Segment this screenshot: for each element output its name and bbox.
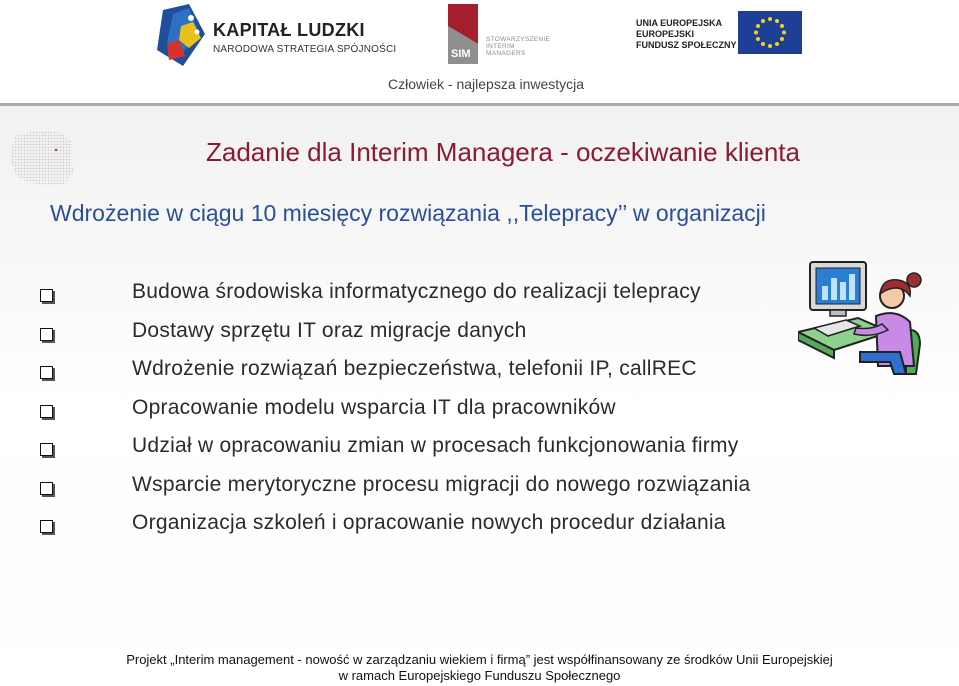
eu-line-1: UNIA EUROPEJSKA — [636, 18, 723, 28]
list-item-text: Wsparcie merytoryczne procesu migracji do nowego rozwiązania — [132, 472, 751, 496]
list-item-text: Budowa środowiska informatycznego do realizacji telepracy — [132, 280, 701, 303]
footer-line-1: Projekt „Interim management - nowość w zarządzaniu wiekiem i firmą” jest współfinansowany ze środków Unii Europejskiej — [126, 652, 833, 667]
list-item-text: Udział w opracowaniu zmian w procesach funkcjonowania firmy — [132, 434, 739, 457]
slide-title: Zadanie dla Interim Managera - oczekiwanie klienta — [206, 137, 800, 167]
sim-letters: SIM — [451, 48, 471, 60]
header-bar — [0, 0, 959, 108]
woman-at-computer-icon — [798, 252, 928, 382]
eu-text-block — [636, 18, 737, 51]
sim-line-2: INTERIM — [486, 43, 515, 50]
checkbox-icon — [40, 520, 53, 533]
checkbox-icon — [40, 289, 53, 302]
sim-line-3: MANAGERS — [486, 50, 526, 57]
eu-line-3: FUNDUSZ SPOŁECZNY — [636, 40, 737, 50]
checkbox-icon — [40, 443, 53, 456]
checkbox-icon — [40, 328, 53, 341]
checkbox-icon — [40, 405, 53, 418]
footer-line-2: w ramach Europejskiego Funduszu Społecznego — [338, 668, 621, 683]
kapital-ludzki-title: KAPITAŁ LUDZKI — [213, 20, 365, 40]
list-item-text: Organizacja szkoleń i opracowanie nowych procedur działania — [132, 511, 726, 534]
list-item-text: Dostawy sprzętu IT oraz migracje danych — [132, 318, 527, 342]
sim-line-1: STOWARZYSZENIE — [486, 36, 551, 43]
poland-map-icon — [8, 128, 76, 188]
slogan: Człowiek - najlepsza inwestycja — [388, 76, 585, 92]
list-item-text: Wdrożenie rozwiązań bezpieczeństwa, telefonii IP, callREC — [132, 357, 697, 380]
checkbox-icon — [40, 482, 53, 495]
sim-association-name — [486, 36, 550, 57]
checkbox-icon — [40, 366, 53, 379]
kapital-ludzki-subtitle: NARODOWA STRATEGIA SPÓJNOŚCI — [213, 44, 397, 55]
eu-line-2: EUROPEJSKI — [636, 29, 695, 39]
eu-flag-icon — [738, 11, 802, 54]
slide-subtitle: Wdrożenie w ciągu 10 miesięcy rozwiązania ,,Telepracy’’ w organizacji — [50, 200, 766, 226]
list-item-text: Opracowanie modelu wsparcia IT dla pracowników — [132, 395, 616, 419]
footer — [0, 649, 959, 686]
